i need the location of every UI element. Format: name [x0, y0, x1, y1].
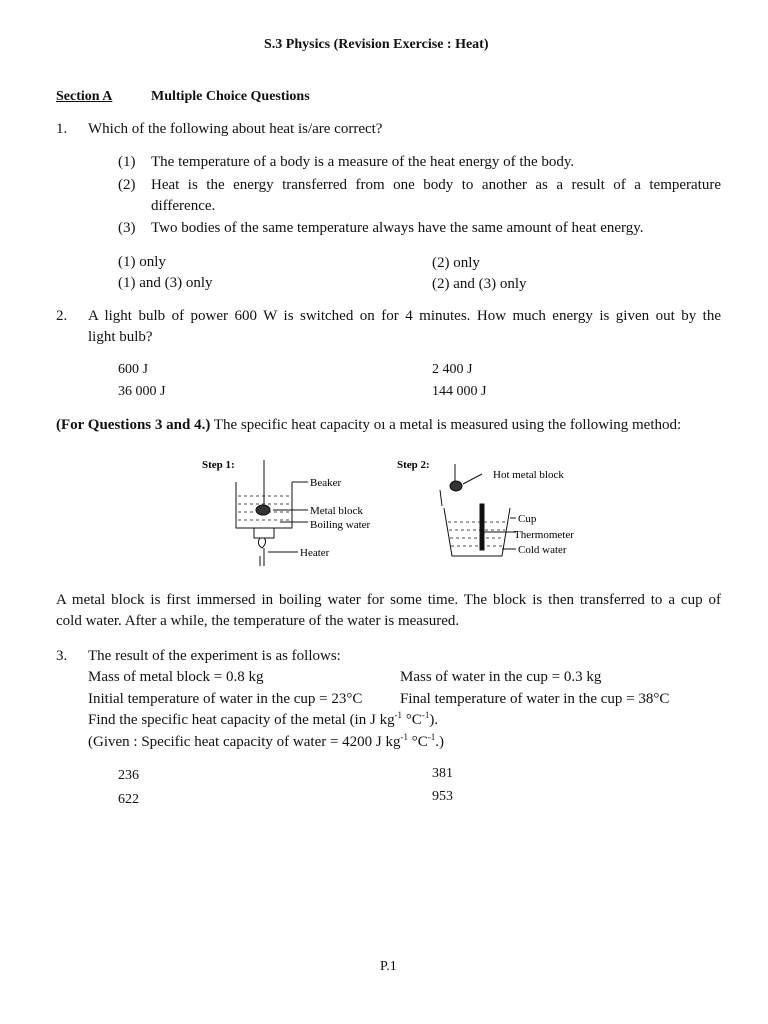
intro-body: The specific heat capacity oı a metal is measured using the following method: [210, 417, 682, 433]
q1-statement-num: (1) [118, 154, 136, 170]
q3-option-a: 236 [118, 768, 139, 783]
flame [258, 538, 265, 548]
q2-number: 2. [56, 308, 68, 324]
q3-number: 3. [56, 648, 68, 664]
pointer-hot-block [463, 474, 482, 484]
hot-metal-block [450, 481, 462, 491]
description-line: cold water. After a while, the temperature of the water is measured. [56, 613, 460, 629]
cold-water [448, 522, 506, 546]
q1-statement-num: (3) [118, 220, 136, 236]
q3-data-final-temp: Final temperature of water in the cup = 38°C [400, 691, 670, 707]
q3-data-mass-block: Mass of metal block = 0.8 kg [88, 669, 264, 685]
step2-label-hot-block: Hot metal block [493, 469, 564, 481]
experiment-diagram [180, 452, 620, 574]
q2-option-d: 144 000 J [432, 384, 487, 399]
step1-label-beaker: Beaker [310, 477, 342, 489]
thermometer [480, 504, 484, 550]
q1-stem: Which of the following about heat is/are correct? [88, 121, 383, 137]
description-line: A metal block is first immersed in boiling water for some time. The block is then transferred to a cup of [56, 592, 721, 608]
intro-text [56, 417, 681, 434]
stand [254, 528, 274, 538]
q3-data-mass-water: Mass of water in the cup = 0.3 kg [400, 669, 602, 685]
q3-find: Find the specific heat capacity of the metal (in J $kg^{-1}$ $^\circ C^{-1}$). [88, 710, 439, 728]
q1-option-a: (1) only [118, 254, 166, 270]
section-heading: Multiple Choice Questions [151, 89, 310, 104]
metal-block [256, 505, 270, 515]
q2-option-a: 600 J [118, 362, 148, 377]
step1-label-boiling-water: Boiling water [310, 519, 371, 531]
step1-label-metal-block: Metal block [310, 505, 363, 517]
section-label: Section A [56, 89, 113, 104]
step1-title: Step 1: [202, 459, 235, 471]
step2-label-cup: Cup [518, 513, 537, 525]
q1-option-d: (2) and (3) only [432, 276, 527, 292]
step2-label-thermometer: Thermometer [514, 529, 574, 541]
q1-statement-text-cont: difference. [151, 198, 216, 214]
q3-option-d: 953 [432, 789, 453, 804]
q2-stem-cont: light bulb? [88, 329, 153, 345]
q3-given: (Given : Specific heat capacity of water = 4200 J $kg^{-1}$ $^\circ C^{-1}$.) [88, 732, 445, 750]
step2-title: Step 2: [397, 459, 430, 471]
step1-label-heater: Heater [300, 547, 330, 559]
q1-statement-text: Two bodies of the same temperature always have the same amount of heat energy. [151, 220, 644, 236]
q3-option-b: 381 [432, 766, 453, 781]
arrow-down [440, 490, 442, 506]
q1-statement-num: (2) [118, 177, 136, 193]
q1-statement-text: Heat is the energy transferred from one body to another as a result of a temperature [151, 177, 721, 193]
page-number: P.1 [380, 959, 397, 974]
q3-data-initial-temp: Initial temperature of water in the cup = 23°C [88, 691, 363, 707]
q3-stem: The result of the experiment is as follows: [88, 648, 341, 664]
q2-option-b: 2 400 J [432, 362, 473, 377]
q3-option-c: 622 [118, 792, 139, 807]
q1-statement-text: The temperature of a body is a measure of the heat energy of the body. [151, 154, 575, 170]
q2-stem: A light bulb of power 600 W is switched on for 4 minutes. How much energy is given out by the [88, 308, 721, 324]
intro-bold: (For Questions 3 and 4.) [56, 417, 211, 433]
q2-option-c: 36 000 J [118, 384, 166, 399]
q1-option-c: (1) and (3) only [118, 275, 213, 291]
q1-option-b: (2) only [432, 255, 480, 271]
step2-label-cold-water: Cold water [518, 544, 567, 556]
q1-number: 1. [56, 121, 68, 137]
page-title: S.3 Physics (Revision Exercise : Heat) [264, 37, 489, 52]
